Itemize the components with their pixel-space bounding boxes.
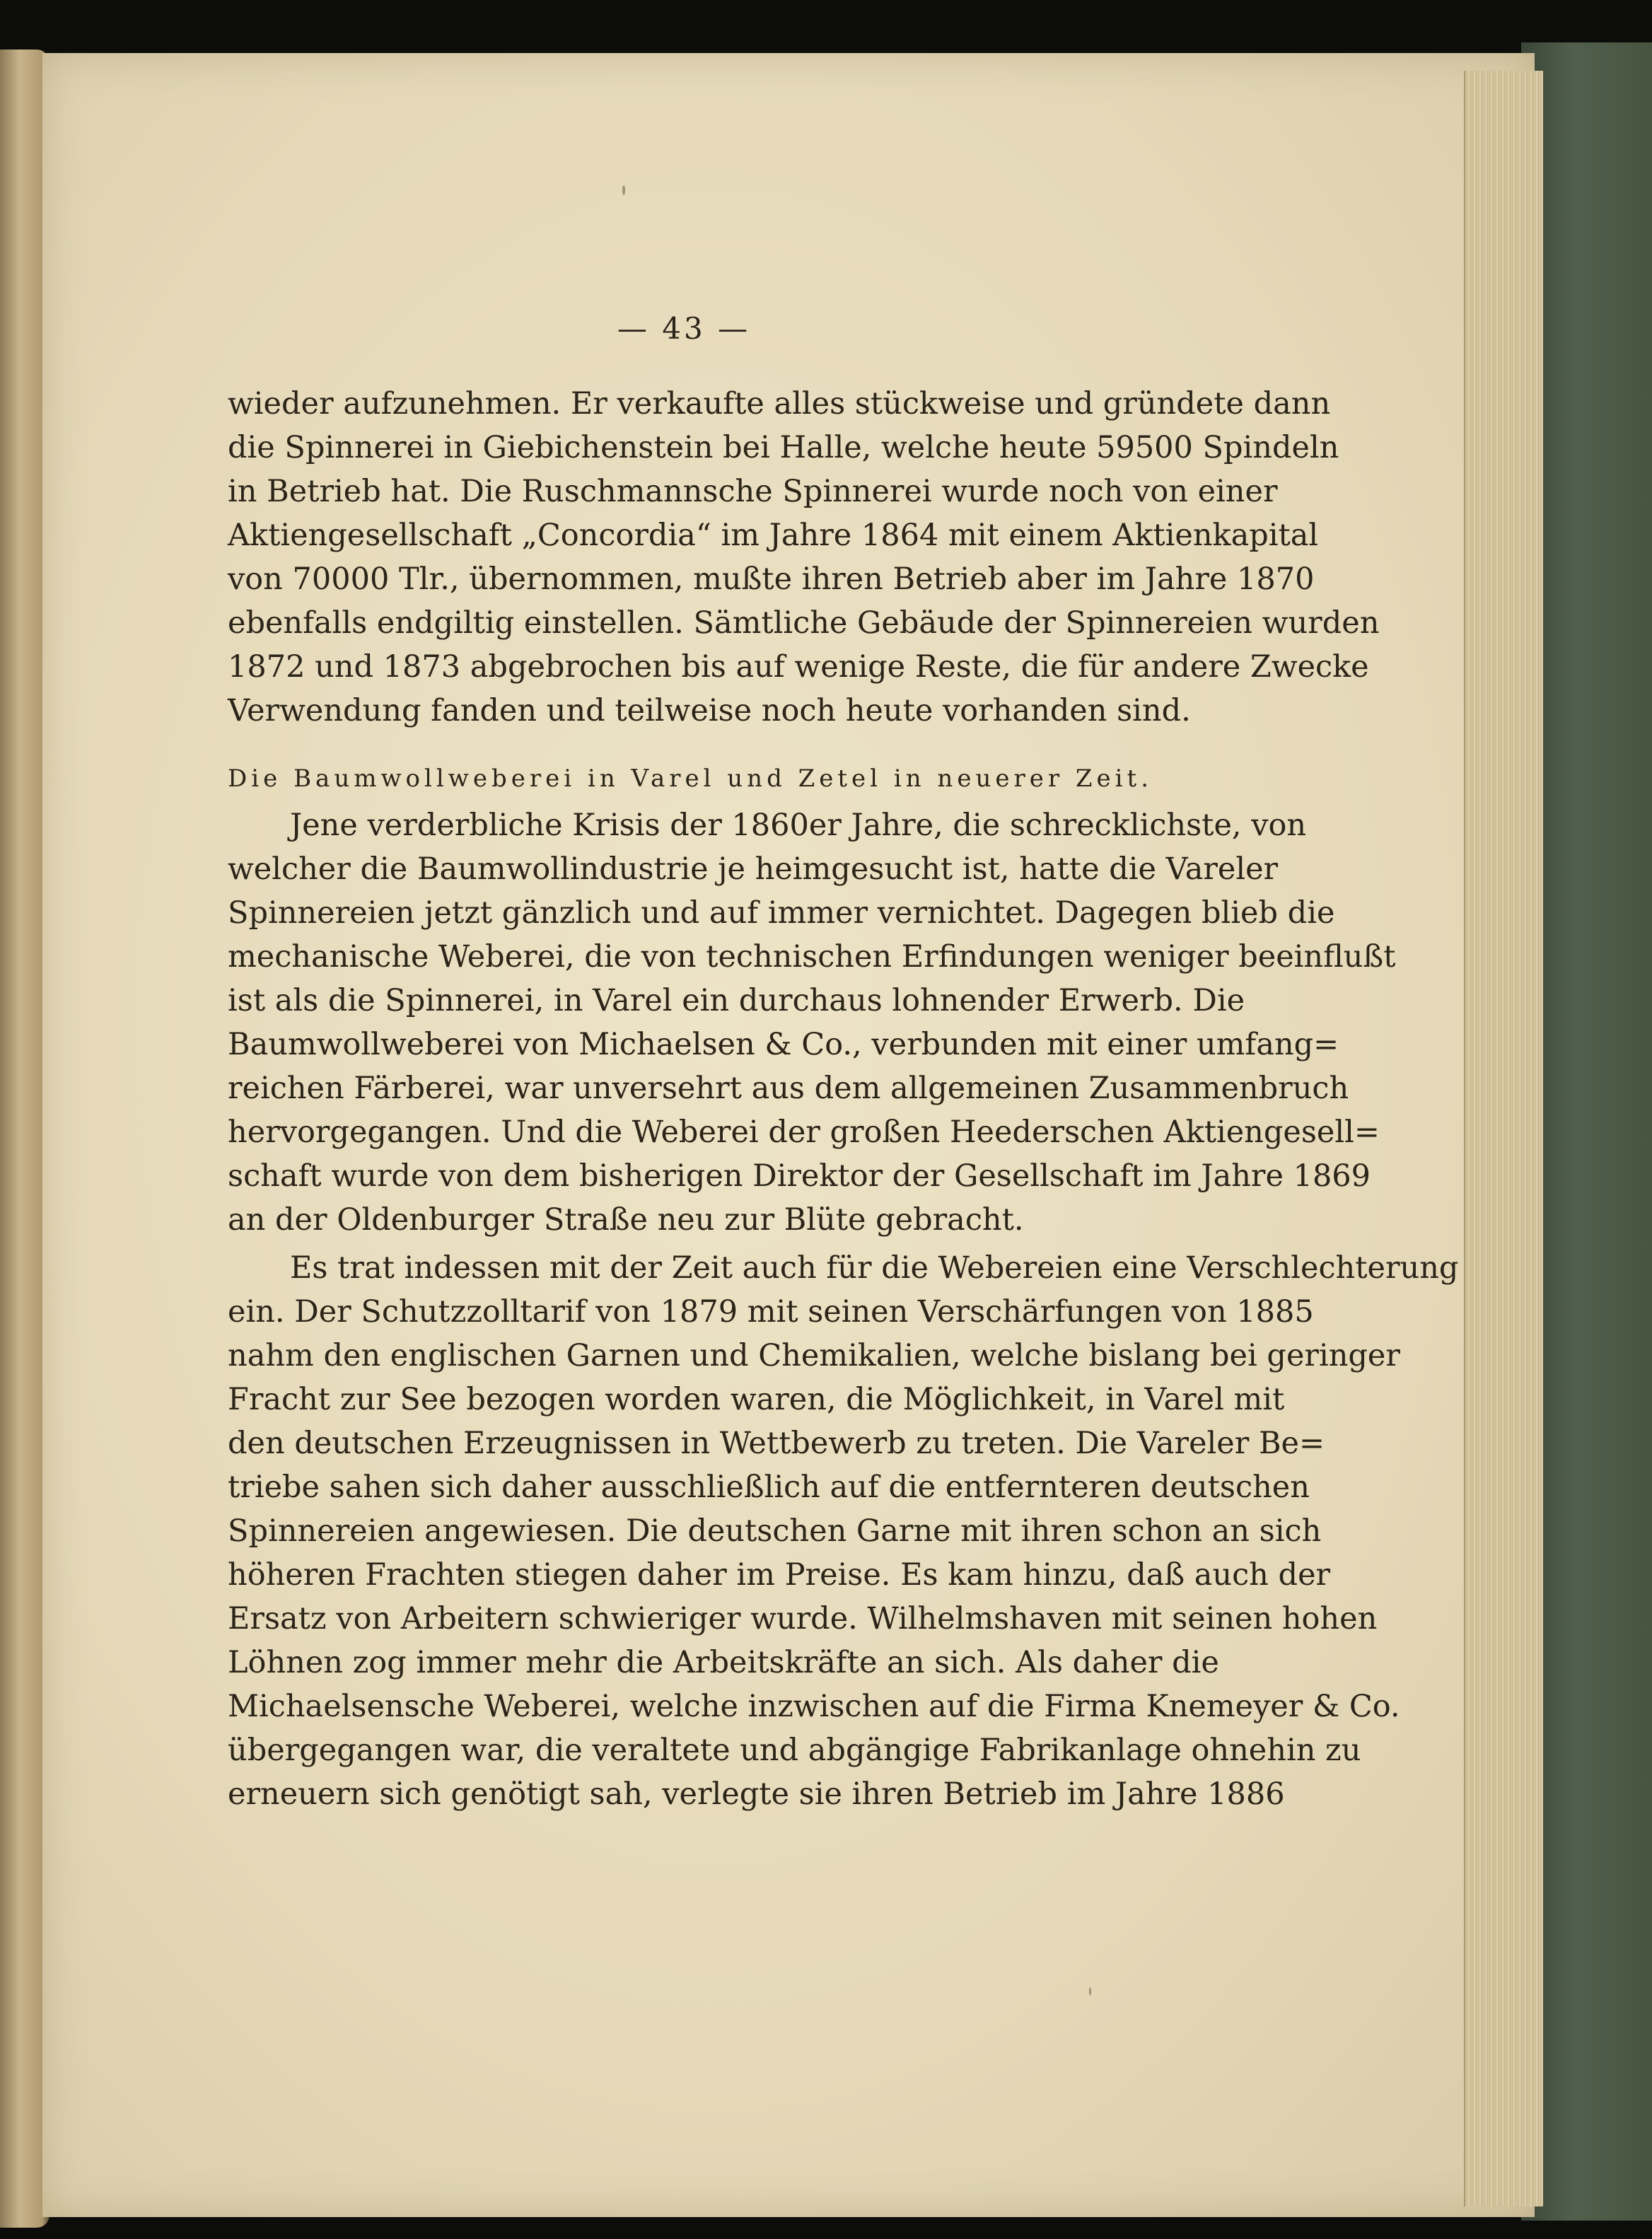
text-line: Ersatz von Arbeitern schwieriger wurde. Wilhelmshaven mit seinen hohen	[228, 1601, 1378, 1636]
text-line: schaft wurde von dem bisherigen Direktor der Gesellschaft im Jahre 1869	[228, 1158, 1371, 1194]
text-line: Löhnen zog immer mehr die Arbeitskräfte an sich. Als daher die	[228, 1645, 1219, 1680]
text-line: an der Oldenburger Straße neu zur Blüte gebracht.	[228, 1202, 1024, 1238]
text-line: 1872 und 1873 abgebrochen bis auf wenige Reste, die für andere Zwecke	[228, 649, 1369, 685]
text-line: ist als die Spinnerei, in Varel ein durchaus lohnender Erwerb. Die	[228, 983, 1245, 1018]
text-line: mechanische Weberei, die von technischen Erfindungen weniger beeinflußt	[228, 939, 1396, 975]
text-line: Aktiengesellschaft „Concordia“ im Jahre 1864 mit einem Aktienkapital	[228, 518, 1319, 553]
text-line: Es trat indessen mit der Zeit auch für die Webereien eine Verschlechterung	[290, 1250, 1459, 1286]
text-line: hervorgegangen. Und die Weberei der großen Heederschen Aktiengesell=	[228, 1115, 1380, 1150]
text-line: wieder aufzunehmen. Er verkaufte alles stückweise und gründete dann	[228, 386, 1331, 421]
text-line: von 70000 Tlr., übernommen, mußte ihren Betrieb aber im Jahre 1870	[228, 562, 1315, 597]
text-line: welcher die Baumwollindustrie je heimgesucht ist, hatte die Vareler	[228, 851, 1279, 887]
text-line: übergegangen war, die veraltete und abgängige Fabrikanlage ohnehin zu	[228, 1733, 1361, 1768]
text-line: Fracht zur See bezogen worden waren, die Möglichkeit, in Varel mit	[228, 1382, 1285, 1417]
text-line: in Betrieb hat. Die Ruschmannsche Spinnerei wurde noch von einer	[228, 474, 1278, 509]
text-line: Verwendung fanden und teilweise noch heute vorhanden sind.	[228, 693, 1191, 728]
page-stack-edges	[1464, 71, 1543, 2206]
text-line: Spinnereien jetzt gänzlich und auf immer vernichtet. Dagegen blieb die	[228, 895, 1335, 931]
text-line: ein. Der Schutzzolltarif von 1879 mit seinen Verschärfungen von 1885	[228, 1294, 1314, 1330]
text-line: nahm den englischen Garnen und Chemikalien, welche bislang bei geringer	[228, 1338, 1400, 1373]
text-line: erneuern sich genötigt sah, verlegte sie ihren Betrieb im Jahre 1886	[228, 1776, 1285, 1812]
text-line: reichen Färberei, war unversehrt aus dem allgemeinen Zusammenbruch	[228, 1071, 1349, 1106]
text-line: die Spinnerei in Giebichenstein bei Halle, welche heute 59500 Spindeln	[228, 430, 1339, 465]
text-line: Michaelsensche Weberei, welche inzwischen auf die Firma Knemeyer & Co.	[228, 1689, 1400, 1724]
paper-blemish	[622, 185, 625, 195]
text-line: triebe sahen sich daher ausschließlich auf die entfernteren deutschen	[228, 1470, 1310, 1505]
text-line: Jene verderbliche Krisis der 1860er Jahre, die schrecklichste, von	[290, 808, 1307, 843]
text-line: höheren Frachten stiegen daher im Preise. Es kam hinzu, daß auch der	[228, 1557, 1331, 1593]
page-number: — 43 —	[617, 311, 751, 346]
text-line: den deutschen Erzeugnissen in Wettbewerb zu treten. Die Vareler Be=	[228, 1426, 1325, 1461]
text-line: Baumwollweberei von Michaelsen & Co., verbunden mit einer umfang=	[228, 1027, 1339, 1062]
text-line: ebenfalls endgiltig einstellen. Sämtliche Gebäude der Spinnereien wurden	[228, 605, 1380, 641]
paper-blemish	[1089, 1987, 1091, 1996]
section-heading: Die Baumwollweberei in Varel und Zetel in neuerer Zeit.	[228, 764, 1153, 793]
text-line: Spinnereien angewiesen. Die deutschen Garne mit ihren schon an sich	[228, 1513, 1322, 1549]
